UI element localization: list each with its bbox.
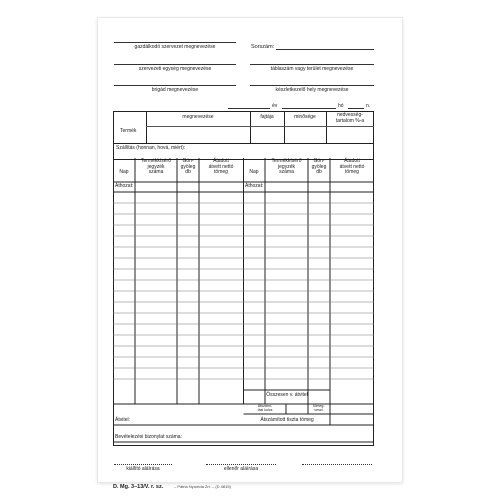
field-line-storage[interactable] bbox=[250, 85, 374, 86]
right-weight-header: Átadott átvett nettó tömeg bbox=[339, 158, 365, 176]
label-brigade: brigád megnevezése bbox=[151, 87, 199, 93]
product-name-header: megnevezése bbox=[182, 114, 214, 120]
product-type-header: fajtája bbox=[260, 114, 274, 120]
serial-label: Sorszám: bbox=[251, 44, 275, 50]
month-label: hó bbox=[338, 103, 344, 109]
year-label: év bbox=[272, 103, 278, 109]
left-package-header: Gön- gyöleg db bbox=[180, 158, 196, 176]
year-field[interactable] bbox=[228, 108, 270, 109]
net-weight-label: Átszámított tiszta tömeg bbox=[260, 417, 314, 423]
left-note-header: Termékkísérő jegyzék száma bbox=[140, 158, 171, 176]
field-line-unit[interactable] bbox=[114, 64, 236, 65]
serial-field[interactable] bbox=[276, 49, 374, 50]
label-plot: táblaszám vagy terület megnevezése bbox=[270, 66, 354, 72]
month-field[interactable] bbox=[282, 108, 336, 109]
form-page bbox=[98, 18, 402, 490]
day-label: n. bbox=[366, 103, 371, 109]
label-storage: készletkezelő hely megnevezése bbox=[275, 87, 349, 93]
right-package-header: Gön- gyöleg db bbox=[311, 158, 327, 176]
receipt-label: Bevételezési bizonylat száma: bbox=[115, 434, 182, 440]
inspector-signature-line[interactable] bbox=[206, 464, 276, 465]
left-carry-in-label: Áthozat: bbox=[115, 183, 134, 189]
right-note-header: Termékkísérő jegyzék száma bbox=[271, 158, 302, 176]
inspector-signature-label: ellenőr aláírása bbox=[223, 466, 259, 472]
total-label: Összesen v. átvitel bbox=[266, 392, 308, 398]
shipping-label: Szállítás (honnan, hová, miért): bbox=[116, 145, 186, 151]
left-day-header: Nap bbox=[119, 169, 129, 175]
label-unit: szervezeti egység megnevezése bbox=[138, 66, 212, 72]
third-signature-line[interactable] bbox=[302, 464, 372, 465]
weight-loss-label: tömeg- veszt. bbox=[313, 404, 325, 412]
issuer-signature-line[interactable] bbox=[114, 464, 172, 465]
right-carry-in-label: Áthozat: bbox=[245, 183, 264, 189]
field-line-plot[interactable] bbox=[250, 64, 374, 65]
issuer-signature-label: kiállító aláírása bbox=[126, 466, 160, 472]
form-code: D. Mg. 3–13/V. r. sz. bbox=[113, 484, 164, 490]
product-moisture-header: nedvesség- tartalom %-a bbox=[335, 112, 365, 124]
product-label: Termék bbox=[120, 128, 137, 134]
product-quality-header: minősége bbox=[294, 114, 316, 120]
day-field[interactable] bbox=[348, 108, 364, 109]
left-weight-header: Átadott átvett nettó tömeg bbox=[208, 158, 234, 176]
right-day-header: Nap bbox=[249, 169, 259, 175]
field-line-brigade[interactable] bbox=[114, 85, 236, 86]
data-grid bbox=[113, 158, 374, 446]
printer-note: – Pátria Nyomda Zrt. – (D 4815) bbox=[174, 484, 231, 489]
field-line-organization[interactable] bbox=[114, 42, 236, 43]
label-organization: gazdálkodó szervezet megnevezése bbox=[134, 44, 216, 50]
carry-out-label: Átvitel: bbox=[115, 417, 131, 423]
conversion-key-label: Átszámí- tási kulcs bbox=[257, 404, 273, 412]
